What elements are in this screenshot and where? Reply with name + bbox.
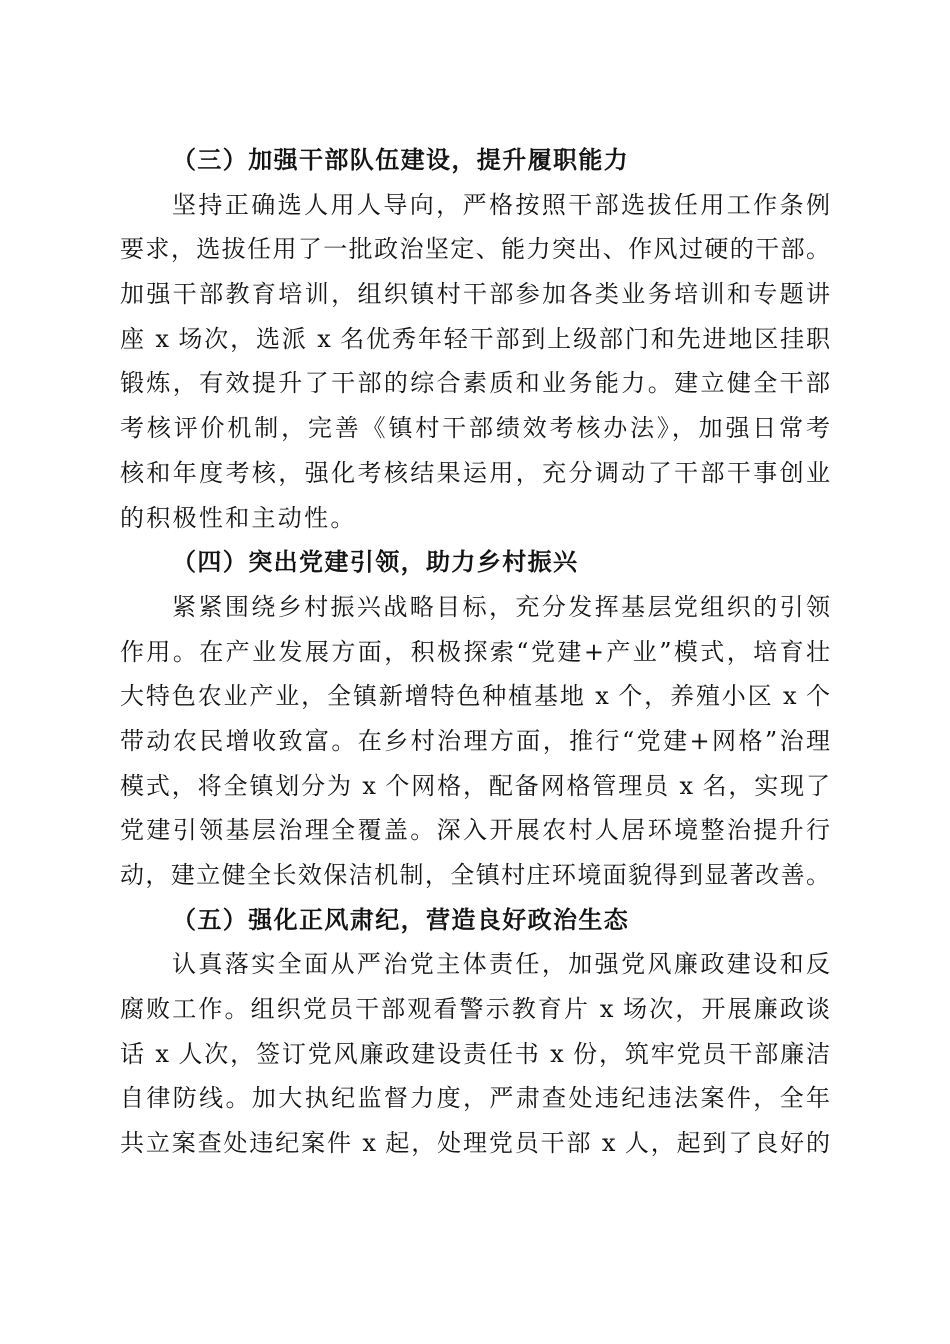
section-heading-5: （五）强化正风肃纪，营造良好政治生态 [172,904,630,934]
paragraph-line: 模式，将全镇划分为 x 个网格，配备网格管理员 x 名，实现了 [120,771,830,800]
paragraph-line: 大特色农业产业，全镇新增特色种植基地 x 个，养殖小区 x 个 [120,682,830,711]
paragraph-line: 共立案查处违纪案件 x 起，处理党员干部 x 人，起到了良好的 [120,1129,830,1158]
paragraph-line: 核和年度考核，强化考核结果运用，充分调动了干部干事创业 [120,458,830,487]
paragraph-line: 要求，选拔任用了一批政治坚定、能力突出、作风过硬的干部。 [120,235,830,264]
paragraph-line: 的积极性和主动性。 [120,503,357,532]
paragraph-line: 作用。在产业发展方面，积极探索“党建+产业”模式，培育壮 [120,637,830,666]
paragraph-line: 考核评价机制，完善《镇村干部绩效考核办法》，加强日常考 [120,414,830,443]
paragraph-line: 自律防线。加大执纪监督力度，严肃查处违纪违法案件，全年 [120,1084,830,1113]
paragraph-line: 座 x 场次，选派 x 名优秀年轻干部到上级部门和先进地区挂职 [120,324,830,353]
paragraph-line: 话 x 人次，签订党风廉政建设责任书 x 份，筑牢党员干部廉洁 [120,1039,830,1068]
paragraph-line: 锻炼，有效提升了干部的综合素质和业务能力。建立健全干部 [120,369,830,398]
paragraph-line: 加强干部教育培训，组织镇村干部参加各类业务培训和专题讲 [120,280,830,309]
document-body [120,138,830,1166]
section-heading-4: （四）突出党建引领，助力乡村振兴 [172,547,579,577]
section-heading-3: （三）加强干部队伍建设，提升履职能力 [172,145,630,174]
paragraph-line: 动，建立健全长效保洁机制，全镇村庄环境面貌得到显著改善。 [120,861,830,889]
paragraph-line: 带动农民增收致富。在乡村治理方面，推行“党建+网格”治理 [120,726,830,755]
paragraph-line: 腐败工作。组织党员干部观看警示教育片 x 场次，开展廉政谈 [120,995,830,1024]
paragraph-line: 坚持正确选人用人导向，严格按照干部选拔任用工作条例 [172,190,830,219]
paragraph-line: 认真落实全面从严治党主体责任，加强党风廉政建设和反 [172,950,830,979]
paragraph-line: 紧紧围绕乡村振兴战略目标，充分发挥基层党组织的引领 [172,592,830,621]
paragraph-line: 党建引领基层治理全覆盖。深入开展农村人居环境整治提升行 [120,816,830,845]
